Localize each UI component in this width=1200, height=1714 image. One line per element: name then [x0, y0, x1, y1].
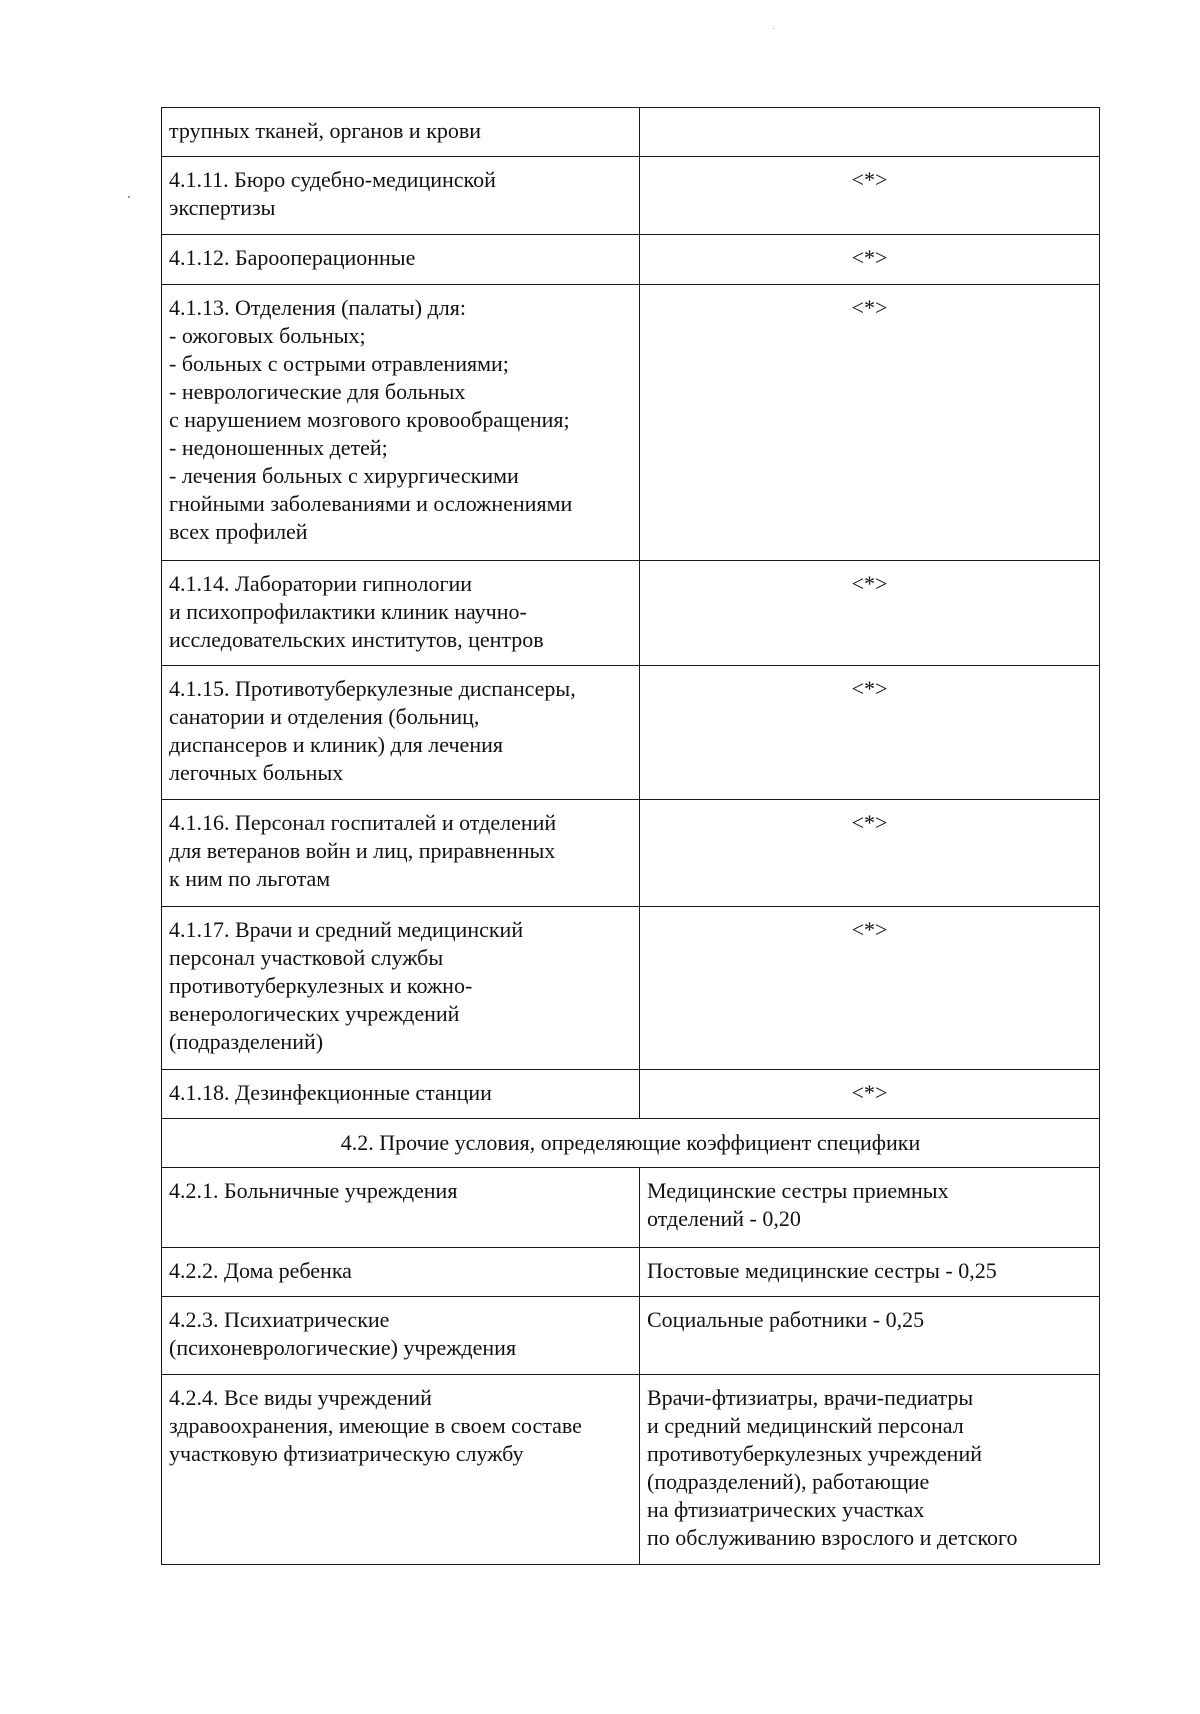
- row-value: <*>: [640, 666, 1100, 800]
- table-row: [162, 1168, 1100, 1248]
- row-value: Врачи-фтизиатры, врачи-педиатры и средний медицинский персонал противотуберкулезных учреждений (подразделений), работающие на фтизиатрических участках по обслуживанию взрослого и детского: [640, 1375, 1100, 1565]
- scan-speck: [773, 28, 774, 29]
- row-value: [640, 108, 1100, 157]
- row-label: 4.2.3. Психиатрические (психоневрологические) учреждения: [162, 1297, 640, 1375]
- row-value: <*>: [640, 235, 1100, 285]
- row-value: Медицинские сестры приемных отделений - 0,20: [640, 1168, 1100, 1248]
- table-row: [162, 1375, 1100, 1565]
- row-label: трупных тканей, органов и крови: [162, 108, 640, 157]
- section-header: 4.2. Прочие условия, определяющие коэффициент специфики: [162, 1119, 1100, 1168]
- row-label: 4.2.4. Все виды учреждений здравоохранения, имеющие в своем составе участковую фтизиатрическую службу: [162, 1375, 640, 1565]
- row-label: 4.1.16. Персонал госпиталей и отделений для ветеранов войн и лиц, приравненных к ним по льготам: [162, 800, 640, 907]
- row-label: 4.2.2. Дома ребенка: [162, 1248, 640, 1297]
- table-row: [162, 285, 1100, 561]
- row-value: Постовые медицинские сестры - 0,25: [640, 1248, 1100, 1297]
- table-row: [162, 108, 1100, 157]
- row-label: 4.1.13. Отделения (палаты) для: - ожоговых больных; - больных с острыми отравлениями; - неврологические для больных с нарушением мозгового кровообращения; - недоношенных детей; - лечения больных с хирургическими гнойными заболеваниями и осложнениями всех профилей: [162, 285, 640, 561]
- row-value: <*>: [640, 157, 1100, 235]
- table-row: [162, 907, 1100, 1070]
- table-row: [162, 1070, 1100, 1119]
- row-value: <*>: [640, 561, 1100, 666]
- table-row: [162, 800, 1100, 907]
- row-value: <*>: [640, 907, 1100, 1070]
- row-label: 4.1.11. Бюро судебно-медицинской экспертизы: [162, 157, 640, 235]
- row-value: <*>: [640, 1070, 1100, 1119]
- row-value: Социальные работники - 0,25: [640, 1297, 1100, 1375]
- row-value: <*>: [640, 800, 1100, 907]
- row-label: 4.1.15. Противотуберкулезные диспансеры, санатории и отделения (больниц, диспансеров и клиник) для лечения легочных больных: [162, 666, 640, 800]
- table-row: [162, 1248, 1100, 1297]
- table-row: [162, 561, 1100, 666]
- row-label: 4.1.14. Лаборатории гипнологии и психопрофилактики клиник научно- исследовательских институтов, центров: [162, 561, 640, 666]
- row-label: 4.1.12. Барооперационные: [162, 235, 640, 285]
- table-row: [162, 1297, 1100, 1375]
- coefficient-table: [161, 107, 1100, 1565]
- row-value: <*>: [640, 285, 1100, 561]
- section-header-row: [162, 1119, 1100, 1168]
- row-label: 4.1.18. Дезинфекционные станции: [162, 1070, 640, 1119]
- row-label: 4.2.1. Больничные учреждения: [162, 1168, 640, 1248]
- table-row: [162, 157, 1100, 235]
- table-row: [162, 235, 1100, 285]
- row-label: 4.1.17. Врачи и средний медицинский персонал участковой службы противотуберкулезных и кожно- венерологических учреждений (подразделений): [162, 907, 640, 1070]
- scan-speck: [128, 196, 130, 198]
- table-row: [162, 666, 1100, 800]
